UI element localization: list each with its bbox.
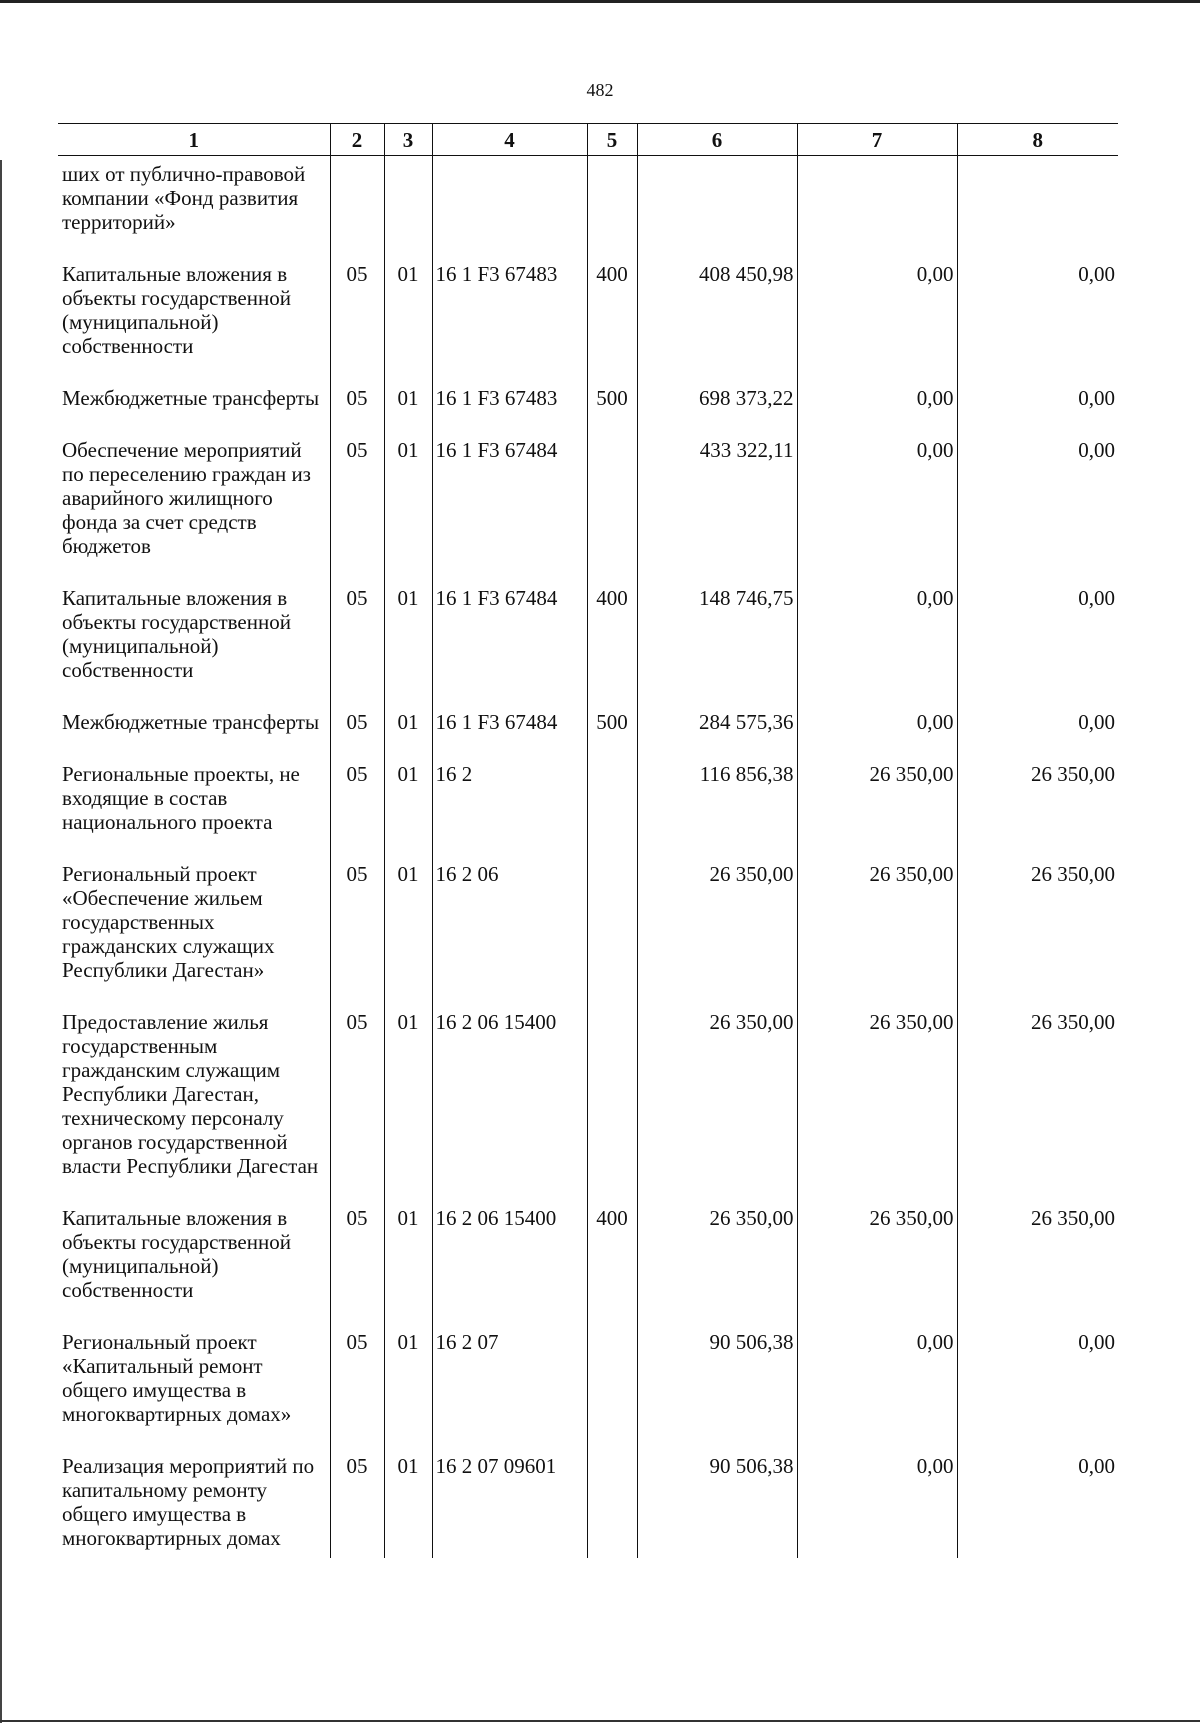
row-section: 05 — [330, 570, 384, 694]
row-expense-type — [587, 846, 637, 994]
row-amount-8: 26 350,00 — [957, 994, 1118, 1190]
row-section: 05 — [330, 994, 384, 1190]
row-target-article: 16 1 F3 67484 — [432, 422, 587, 570]
row-target-article — [432, 156, 587, 247]
table-row — [58, 1438, 1118, 1558]
row-expense-type — [587, 746, 637, 846]
row-name: Региональные проекты, не входящие в состав национального проекта — [62, 762, 300, 834]
row-name: ших от публично-правовой компании «Фонд развития территорий» — [62, 162, 306, 234]
row-name: Капитальные вложения в объекты государственной (муниципальной) собственности — [62, 262, 291, 358]
column-header-7: 7 — [797, 124, 957, 156]
row-amount-6: 408 450,98 — [637, 246, 797, 370]
row-expense-type — [587, 1314, 637, 1438]
column-header-4: 4 — [432, 124, 587, 156]
row-target-article: 16 1 F3 67484 — [432, 570, 587, 694]
budget-table — [58, 123, 1118, 1558]
column-header-3: 3 — [384, 124, 432, 156]
row-amount-6: 284 575,36 — [637, 694, 797, 746]
row-target-article: 16 2 07 — [432, 1314, 587, 1438]
row-target-article: 16 2 06 — [432, 846, 587, 994]
row-amount-8: 0,00 — [957, 694, 1118, 746]
row-amount-7: 0,00 — [797, 1438, 957, 1558]
row-target-article: 16 1 F3 67483 — [432, 246, 587, 370]
row-amount-7: 26 350,00 — [797, 1190, 957, 1314]
row-subsection: 01 — [384, 370, 432, 422]
scan-edge-bottom — [0, 1720, 1200, 1722]
row-amount-6: 116 856,38 — [637, 746, 797, 846]
row-subsection: 01 — [384, 746, 432, 846]
row-target-article: 16 2 06 15400 — [432, 994, 587, 1190]
row-amount-8 — [957, 156, 1118, 247]
row-amount-8: 0,00 — [957, 570, 1118, 694]
row-amount-8: 26 350,00 — [957, 746, 1118, 846]
row-target-article: 16 1 F3 67484 — [432, 694, 587, 746]
row-amount-7: 26 350,00 — [797, 846, 957, 994]
table-row — [58, 994, 1118, 1190]
row-name: Региональный проект «Капитальный ремонт общего имущества в многоквартирных домах» — [62, 1330, 292, 1426]
row-section: 05 — [330, 1190, 384, 1314]
row-section: 05 — [330, 422, 384, 570]
row-subsection: 01 — [384, 694, 432, 746]
row-name: Обеспечение мероприятий по переселению граждан из аварийного жилищного фонда за счет средств бюджетов — [62, 438, 311, 558]
row-amount-6: 90 506,38 — [637, 1314, 797, 1438]
table-row — [58, 846, 1118, 994]
row-amount-7 — [797, 156, 957, 247]
row-expense-type: 400 — [587, 570, 637, 694]
row-section: 05 — [330, 846, 384, 994]
table-row — [58, 570, 1118, 694]
row-section: 05 — [330, 1438, 384, 1558]
row-amount-6: 26 350,00 — [637, 994, 797, 1190]
column-header-1: 1 — [58, 124, 330, 156]
row-amount-6: 698 373,22 — [637, 370, 797, 422]
row-amount-8: 0,00 — [957, 370, 1118, 422]
row-amount-6: 148 746,75 — [637, 570, 797, 694]
row-amount-8: 0,00 — [957, 1314, 1118, 1438]
table-row — [58, 156, 1118, 247]
row-amount-6: 433 322,11 — [637, 422, 797, 570]
row-amount-7: 0,00 — [797, 1314, 957, 1438]
row-subsection: 01 — [384, 1438, 432, 1558]
row-expense-type — [587, 156, 637, 247]
row-amount-7: 0,00 — [797, 370, 957, 422]
row-amount-6 — [637, 156, 797, 247]
row-section: 05 — [330, 370, 384, 422]
row-expense-type: 400 — [587, 1190, 637, 1314]
row-amount-8: 26 350,00 — [957, 1190, 1118, 1314]
column-header-6: 6 — [637, 124, 797, 156]
scan-edge-top — [0, 0, 1200, 3]
row-expense-type — [587, 1438, 637, 1558]
row-name: Региональный проект «Обеспечение жильем государственных гражданских служащих Республики Дагестан» — [62, 862, 275, 982]
row-section: 05 — [330, 694, 384, 746]
table-header-row — [58, 124, 1118, 156]
table-row — [58, 422, 1118, 570]
row-amount-8: 26 350,00 — [957, 846, 1118, 994]
column-header-2: 2 — [330, 124, 384, 156]
row-target-article: 16 2 06 15400 — [432, 1190, 587, 1314]
row-section — [330, 156, 384, 247]
row-amount-7: 0,00 — [797, 246, 957, 370]
row-amount-7: 26 350,00 — [797, 746, 957, 846]
page-number: 482 — [586, 80, 614, 100]
row-section: 05 — [330, 746, 384, 846]
row-target-article: 16 1 F3 67483 — [432, 370, 587, 422]
row-amount-7: 0,00 — [797, 422, 957, 570]
row-subsection: 01 — [384, 994, 432, 1190]
table-row — [58, 1314, 1118, 1438]
column-header-8: 8 — [957, 124, 1118, 156]
table-row — [58, 694, 1118, 746]
table-row — [58, 370, 1118, 422]
row-expense-type: 400 — [587, 246, 637, 370]
row-section: 05 — [330, 1314, 384, 1438]
table-row — [58, 1190, 1118, 1314]
row-amount-8: 0,00 — [957, 1438, 1118, 1558]
row-subsection: 01 — [384, 422, 432, 570]
row-subsection — [384, 156, 432, 247]
row-expense-type: 500 — [587, 370, 637, 422]
row-name: Межбюджетные трансферты — [62, 386, 320, 410]
row-amount-7: 26 350,00 — [797, 994, 957, 1190]
row-name: Капитальные вложения в объекты государственной (муниципальной) собственности — [62, 586, 291, 682]
row-amount-7: 0,00 — [797, 570, 957, 694]
table-row — [58, 746, 1118, 846]
table-row — [58, 246, 1118, 370]
row-expense-type — [587, 422, 637, 570]
row-name: Межбюджетные трансферты — [62, 710, 320, 734]
row-subsection: 01 — [384, 846, 432, 994]
row-target-article: 16 2 07 09601 — [432, 1438, 587, 1558]
row-subsection: 01 — [384, 1314, 432, 1438]
row-name: Капитальные вложения в объекты государственной (муниципальной) собственности — [62, 1206, 291, 1302]
row-amount-6: 26 350,00 — [637, 846, 797, 994]
row-expense-type: 500 — [587, 694, 637, 746]
row-subsection: 01 — [384, 570, 432, 694]
row-name: Реализация мероприятий по капитальному ремонту общего имущества в многоквартирных домах — [62, 1454, 315, 1550]
row-expense-type — [587, 994, 637, 1190]
column-header-5: 5 — [587, 124, 637, 156]
row-subsection: 01 — [384, 1190, 432, 1314]
row-amount-6: 90 506,38 — [637, 1438, 797, 1558]
row-amount-6: 26 350,00 — [637, 1190, 797, 1314]
row-name: Предоставление жилья государственным гражданским служащим Республики Дагестан, техническому персоналу органов государственной власти Республики Дагестан — [62, 1010, 319, 1178]
row-amount-7: 0,00 — [797, 694, 957, 746]
row-subsection: 01 — [384, 246, 432, 370]
row-target-article: 16 2 — [432, 746, 587, 846]
row-section: 05 — [330, 246, 384, 370]
row-amount-8: 0,00 — [957, 422, 1118, 570]
row-amount-8: 0,00 — [957, 246, 1118, 370]
scan-edge-left — [0, 160, 2, 1723]
